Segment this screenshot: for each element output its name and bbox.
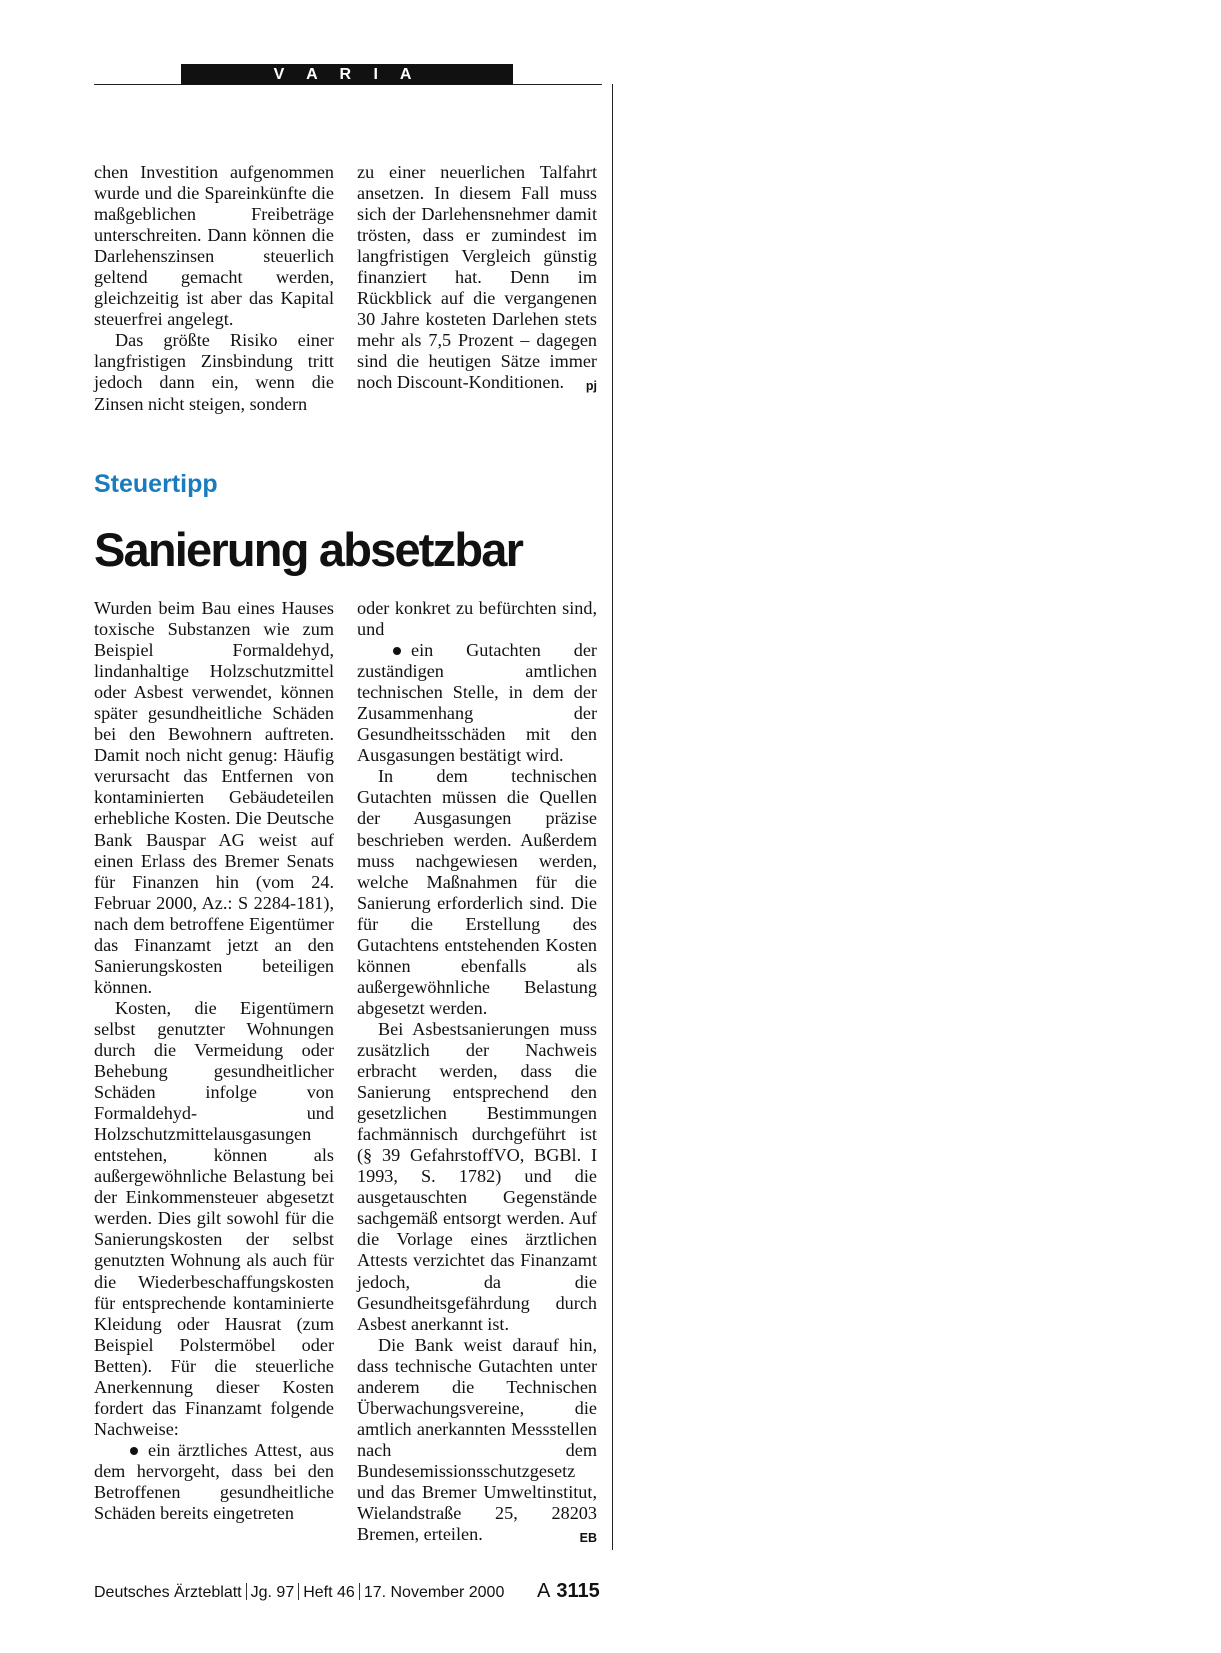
section-label: V A R I A xyxy=(181,64,513,85)
author-signature: pj xyxy=(585,379,597,394)
paragraph xyxy=(357,1335,597,1545)
bullet-item xyxy=(94,1440,334,1524)
article-kicker: Steuertipp xyxy=(94,470,218,498)
paragraph: In dem technischen Gutachten müssen die Quellen der Ausgasungen präzise beschrieben werden. Außerdem muss nachgewiesen werden, welche Maßnahmen für die Sanierung erforderlich sind. Die für die Erstellung des Gutachtens entstehenden Kosten können ebenfalls als außergewöhnliche Belastung abgesetzt werden. xyxy=(357,766,597,1018)
journal-volume: Jg. 97 xyxy=(250,1584,295,1601)
paragraph xyxy=(357,162,597,394)
issue-date: 17. November 2000 xyxy=(363,1584,505,1601)
bullet-icon xyxy=(393,647,401,655)
paragraph: oder konkret zu befürchten sind, und xyxy=(357,598,597,640)
paragraph-text: Die Bank weist darauf hin, dass technische Gutachten unter anderem die Technischen Überwachungsvereine, die amtlich anerkannten Messstellen nach dem Bundesemissionsschutzgesetz und das Bremer Umweltinstitut, Wielandstraße 25, 28203 Bremen, erteilen. xyxy=(357,1334,597,1545)
paragraph: Kosten, die Eigentümern selbst genutzter Wohnungen durch die Vermeidung oder Behebung gesundheitlicher Schäden infolge von Formaldehyd- und Holzschutzmittelausgasungen entstehen, können als außergewöhnliche Belastung bei der Einkommensteuer abgesetzt werden. Dies gilt sowohl für die Sanierungskosten der selbst genutzten Wohnung als auch für die Wiederbeschaffungskosten für entsprechende kontaminierte Kleidung oder Hausrat (zum Beispiel Polstermöbel oder Betten). Für die steuerliche Anerkennung dieser Kosten fordert das Finanzamt folgende Nachweise: xyxy=(94,997,334,1439)
paragraph-text: zu einer neuerlichen Talfahrt ansetzen. In diesem Fall muss sich der Darlehensnehmer damit trösten, dass er zumindest im langfristigen Vergleich günstig finanziert hat. Denn im Rückblick auf die vergangenen 30 Jahre kosteten Darlehen stets mehr als 7,5 Prozent – dagegen sind die heutigen Sätze immer noch Discount-Konditionen. xyxy=(357,162,597,393)
footer-separator xyxy=(246,1583,247,1600)
footer-separator xyxy=(359,1583,360,1600)
paragraph: Bei Asbestsanierungen muss zusätzlich der Nachweis erbracht werden, dass die Sanierung entsprechend den gesetzlichen Bestimmungen fachmännisch durchgeführt ist (§ 39 GefahrstoffVO, BGBl. I 1993, S. 1782) und die ausgetauschten Gegenstände sachgemäß entsorgt werden. Auf die Vorlage eines ärztlichen Attests verzichtet das Finanzamt jedoch, da die Gesundheitsgefährdung durch Asbest anerkannt ist. xyxy=(357,1018,597,1334)
footer-citation xyxy=(94,1583,504,1602)
paragraph: chen Investition aufgenommen wurde und die Spareinkünfte die maßgeblichen Freibeträge unterschreiten. Dann können die Darlehenszinsen steuerlich geltend gemacht werden, gleichzeitig ist aber das Kapital steuerfrei angelegt. xyxy=(94,162,334,330)
article-column-2 xyxy=(357,598,597,1549)
paragraph: Wurden beim Bau eines Hauses toxische Substanzen wie zum Beispiel Formaldehyd, lindanhaltige Holzschutzmittel oder Asbest verwendet, können später gesundheitliche Schäden bei den Bewohnern auftreten. Damit noch nicht genug: Häufig verursacht das Entfernen von kontaminierten Gebäudeteilen erhebliche Kosten. Die Deutsche Bank Bauspar AG weist auf einen Erlass des Bremer Senats für Finanzen hin (vom 24. Februar 2000, Az.: S 2284-181), nach dem betroffene Eigentümer das Finanzamt jetzt an den Sanierungskosten beteiligen können. xyxy=(94,598,334,997)
page-folio xyxy=(537,1580,600,1603)
bullet-item xyxy=(357,640,597,766)
page-prefix: A xyxy=(537,1580,551,1602)
page-number: 3115 xyxy=(556,1580,600,1602)
footer-separator xyxy=(298,1583,299,1600)
journal-name: Deutsches Ärzteblatt xyxy=(94,1584,242,1601)
column-rule xyxy=(612,84,613,1550)
author-signature: EB xyxy=(579,1531,597,1546)
prev-article-column-1 xyxy=(94,162,334,415)
bullet-text: ein ärztliches Attest, aus dem hervorgeht, dass bei den Betroffenen gesundheitliche Schäden bereits eingetreten xyxy=(94,1439,334,1524)
article-headline: Sanierung absetzbar xyxy=(94,523,523,576)
paragraph: Das größte Risiko einer langfristigen Zinsbindung tritt jedoch dann ein, wenn die Zinsen nicht steigen, sondern xyxy=(94,330,334,414)
prev-article-column-2 xyxy=(357,162,597,398)
article-column-1 xyxy=(94,598,334,1524)
bullet-icon xyxy=(130,1447,138,1455)
journal-issue: Heft 46 xyxy=(303,1584,355,1601)
bullet-text: ein Gutachten der zuständigen amtlichen technischen Stelle, in dem der Zusammenhang der Gesundheitsschäden mit den Ausgasungen bestätigt wird. xyxy=(357,640,597,766)
